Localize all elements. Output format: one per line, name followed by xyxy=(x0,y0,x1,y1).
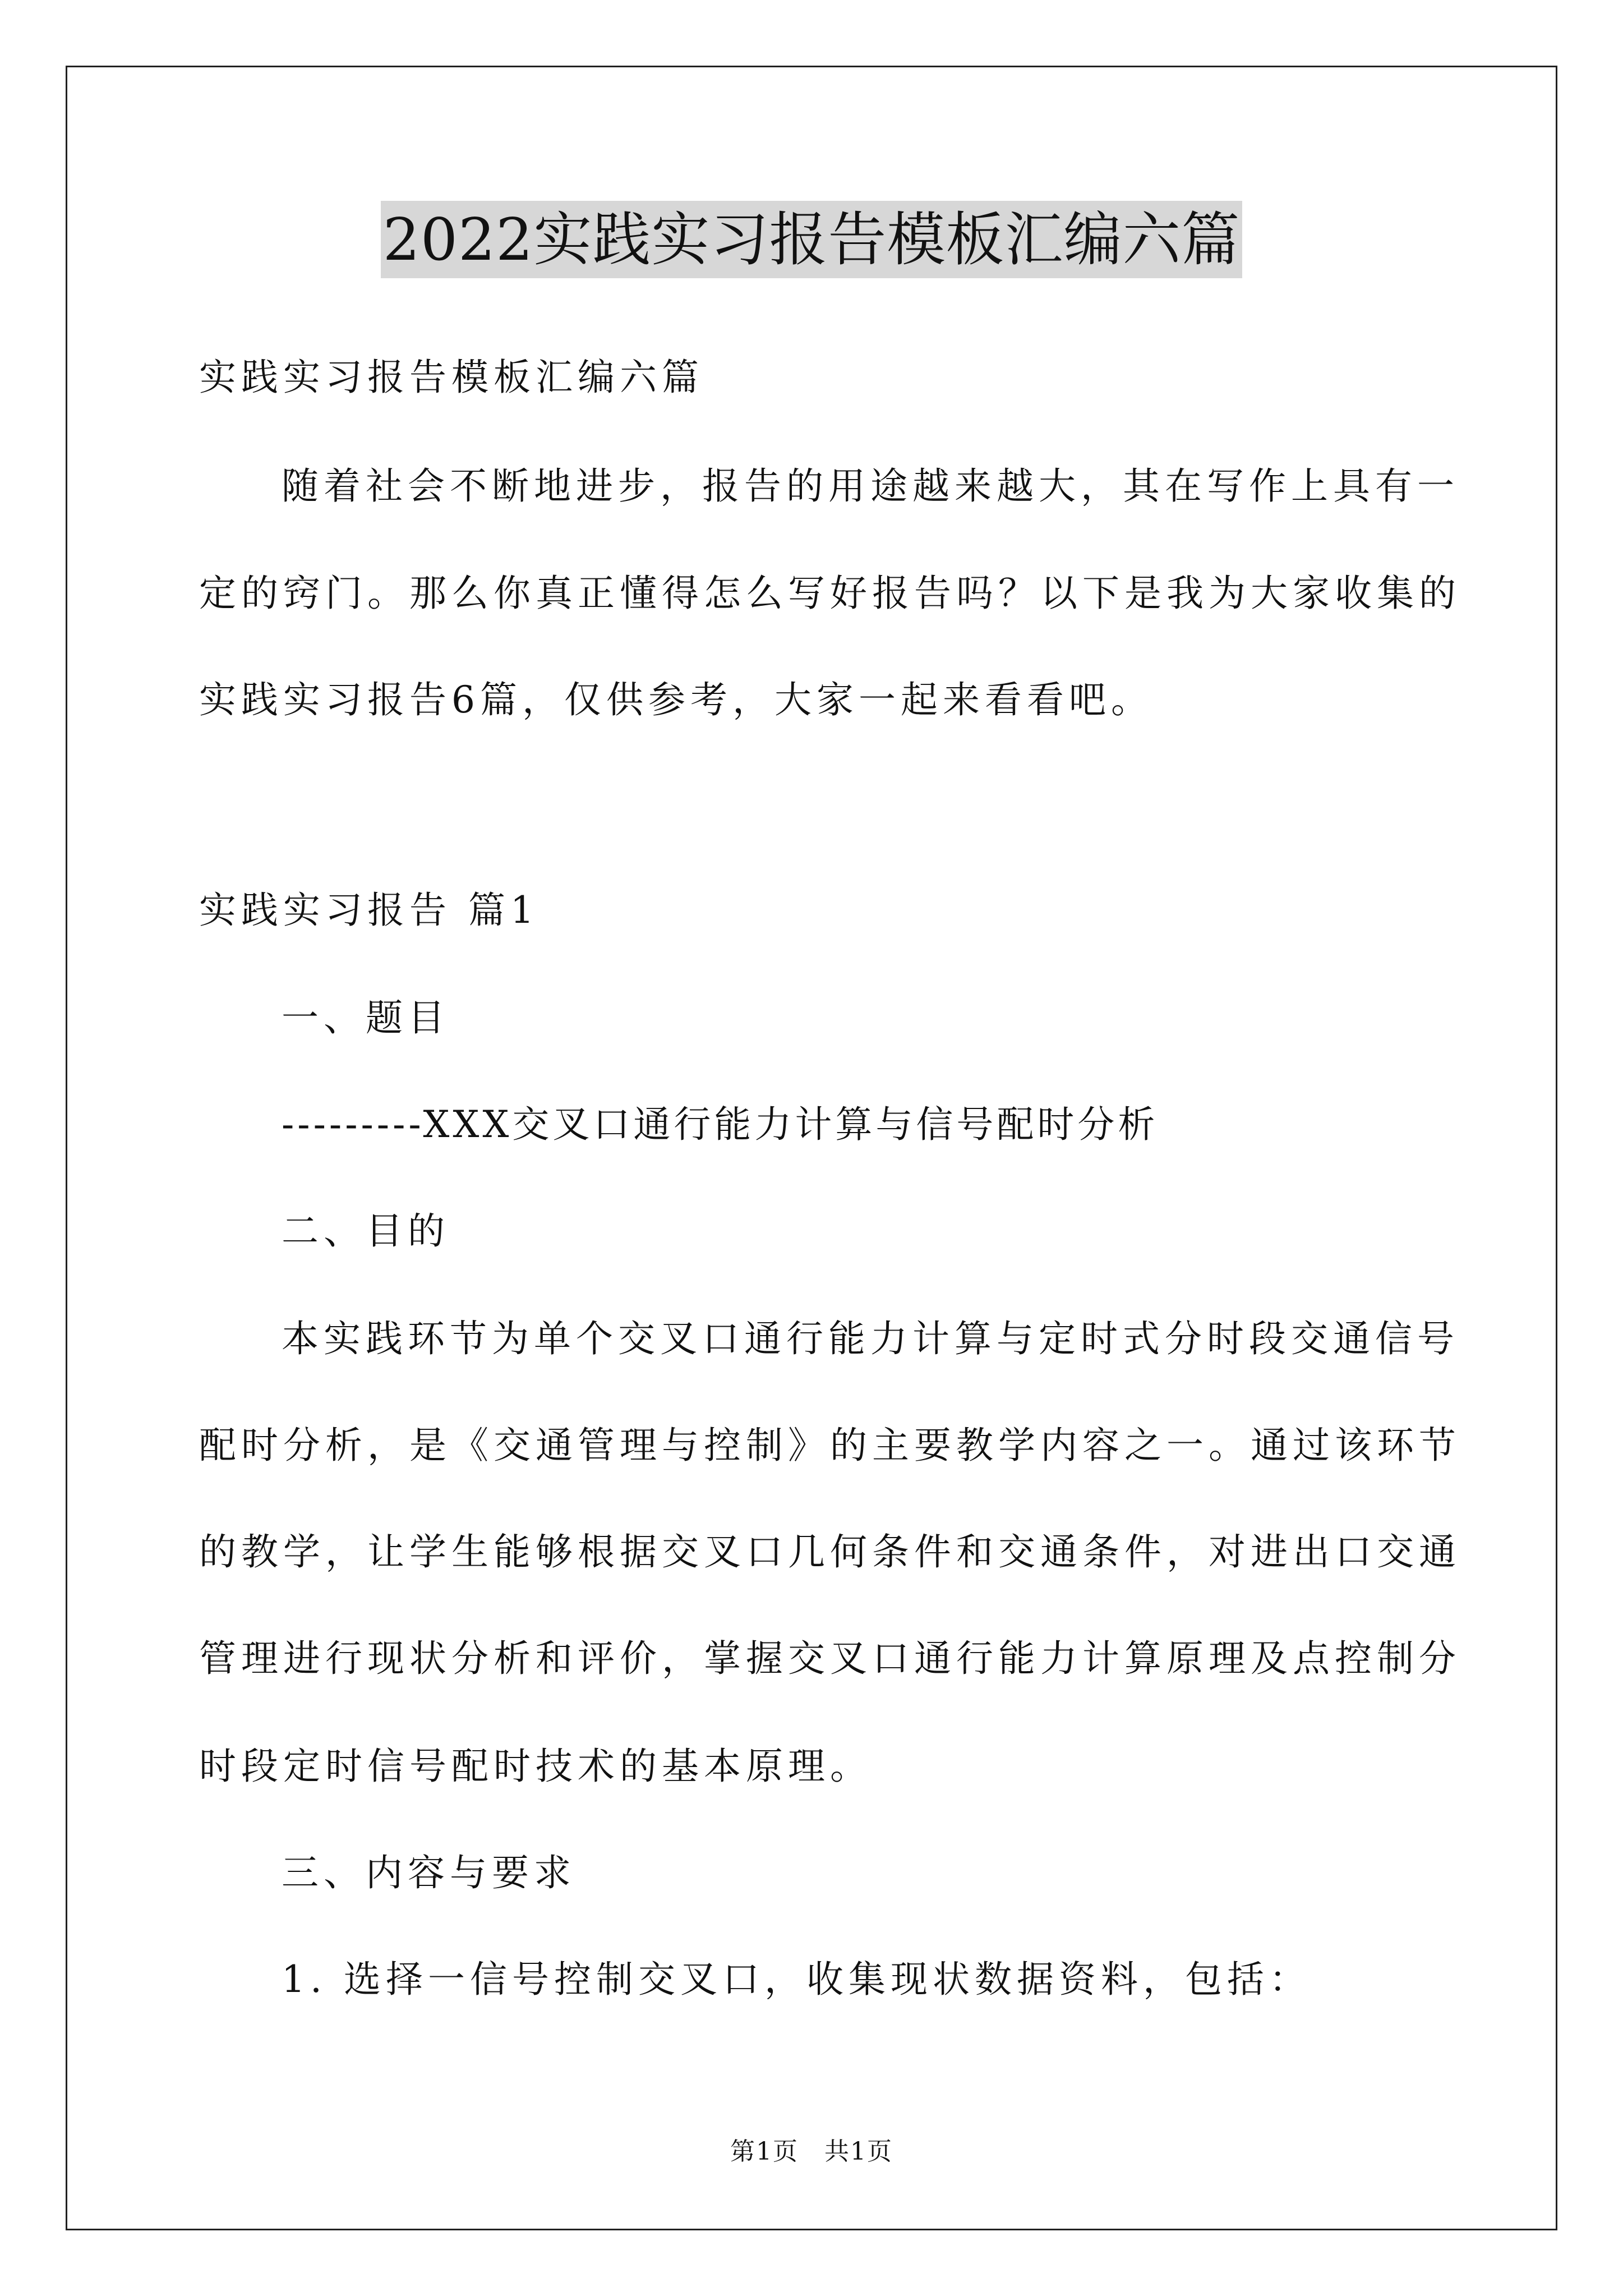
purpose-line-5: 时段定时信号配时技术的基本原理。 xyxy=(199,1745,872,1788)
heading-content-requirements: 三、内容与要求 xyxy=(282,1851,576,1894)
list-item-1: 1. 选择一信号控制交叉口，收集现状数据资料，包括： xyxy=(282,1958,1311,2001)
intro-line-2: 定的窍门。那么你真正懂得怎么写好报告吗？以下是我为大家收集的 xyxy=(199,572,1461,615)
purpose-line-4: 管理进行现状分析和评价，掌握交叉口通行能力计算原理及点控制分 xyxy=(199,1637,1461,1680)
title-container xyxy=(0,201,1623,278)
purpose-line-2: 配时分析，是《交通管理与控制》的主要教学内容之一。通过该环节 xyxy=(199,1424,1461,1467)
purpose-line-1: 本实践环节为单个交叉口通行能力计算与定时式分时段交通信号 xyxy=(282,1317,1459,1360)
heading-topic: 一、题目 xyxy=(282,996,450,1039)
page-footer: 第1页 共1页 xyxy=(730,2137,893,2166)
section-heading: 实践实习报告 篇1 xyxy=(199,889,539,932)
intro-line-1: 随着社会不断地进步，报告的用途越来越大，其在写作上具有一 xyxy=(282,464,1459,508)
intro-line-3: 实践实习报告6篇，仅供参考，大家一起来看看吧。 xyxy=(199,678,1153,721)
topic-text: ---------XXX交叉口通行能力计算与信号配时分析 xyxy=(282,1103,1159,1146)
document-title: 2022实践实习报告模板汇编六篇 xyxy=(381,201,1243,278)
subtitle-line: 实践实习报告模板汇编六篇 xyxy=(199,356,704,399)
heading-purpose: 二、目的 xyxy=(282,1209,450,1253)
purpose-line-3: 的教学，让学生能够根据交叉口几何条件和交通条件，对进出口交通 xyxy=(199,1530,1461,1573)
